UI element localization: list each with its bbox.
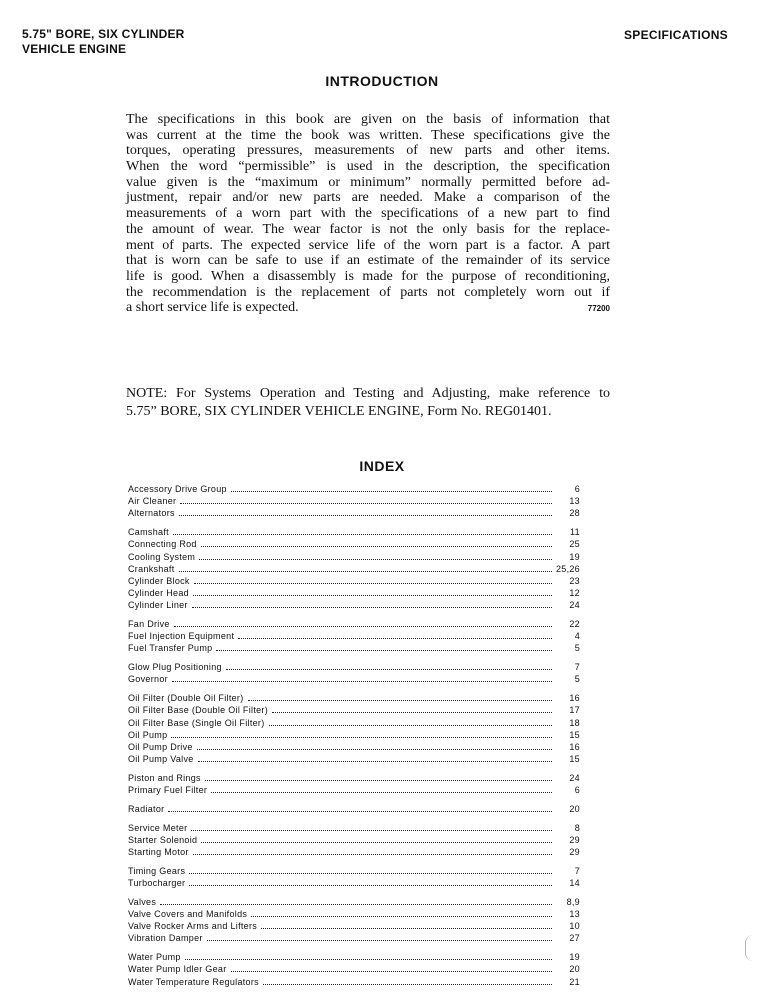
index-leader-dots (248, 700, 552, 701)
index-group (128, 822, 580, 859)
header-section-title: SPECIFICATIONS (624, 28, 728, 42)
index-group (128, 951, 580, 988)
introduction-line: was current at the time the book was written. These specifications give the (126, 127, 610, 143)
index-entry-page: 15 (569, 729, 580, 740)
index-leader-dots (226, 669, 552, 670)
index-group (128, 772, 580, 796)
note-paragraph (126, 385, 610, 421)
index-leader-dots (189, 885, 552, 886)
index-leader-dots (192, 607, 552, 608)
index-leader-dots (272, 712, 552, 713)
index-list (128, 483, 580, 994)
index-entry-page: 6 (574, 785, 580, 796)
index-leader-dots (211, 792, 552, 793)
index-leader-dots (263, 984, 552, 985)
index-group (128, 618, 580, 655)
index-entry-page: 10 (569, 921, 580, 932)
introduction-body (126, 112, 610, 316)
index-group (128, 661, 580, 685)
index-entry (128, 673, 580, 685)
document-code: 77200 (587, 303, 610, 313)
index-entry (128, 599, 580, 611)
index-entry-label: Turbocharger (128, 878, 186, 888)
index-leader-dots (199, 559, 552, 560)
index-entry-page: 8,9 (566, 896, 580, 907)
index-entry (128, 963, 580, 975)
index-entry-label: Oil Filter Base (Double Oil Filter) (128, 705, 269, 716)
index-entry-label: Cylinder Head (128, 588, 189, 599)
index-entry-label: Alternators (128, 508, 175, 519)
index-entry (128, 908, 580, 920)
index-entry-page: 25,26 (555, 563, 580, 574)
index-entry (128, 741, 580, 753)
index-entry (128, 618, 580, 630)
index-leader-dots (179, 571, 552, 572)
introduction-title: INTRODUCTION (325, 73, 439, 89)
introduction-line: life is good. When a disassembly is made for the purpose of reconditioning, (126, 268, 610, 284)
index-leader-dots (207, 940, 552, 941)
index-entry-label: Fan Drive (128, 619, 170, 630)
index-entry-page: 25 (569, 539, 580, 550)
index-leader-dots (193, 595, 552, 596)
index-entry-page: 22 (569, 619, 580, 630)
index-entry (128, 951, 580, 963)
index-entry (128, 803, 580, 815)
index-entry-label: Connecting Rod (128, 539, 197, 550)
index-entry (128, 692, 580, 704)
index-entry-label: Vibration Damper (128, 933, 203, 944)
note-line: NOTE: For Systems Operation and Testing and Adjusting, make reference to (126, 386, 610, 401)
index-entry-page: 7 (574, 662, 580, 673)
index-group (128, 526, 580, 611)
index-leader-dots (201, 546, 552, 547)
introduction-line: a short service life is expected. (126, 300, 299, 316)
index-entry (128, 526, 580, 538)
index-entry (128, 507, 580, 519)
index-entry (128, 920, 580, 932)
introduction-line: justment, repair and/or new parts are needed. Make a comparison of the (126, 190, 610, 206)
index-title: INDEX (359, 458, 405, 474)
index-leader-dots (198, 761, 552, 762)
header-engine-line1: 5.75" BORE, SIX CYLINDER (22, 27, 185, 41)
index-entry-page: 20 (569, 803, 580, 814)
index-entry-label: Water Pump Idler Gear (128, 964, 227, 975)
index-entry-page: 28 (569, 508, 580, 519)
index-entry-page: 29 (569, 847, 580, 858)
index-entry (128, 630, 580, 642)
index-entry (128, 772, 580, 784)
index-entry (128, 976, 580, 988)
index-entry (128, 822, 580, 834)
index-entry (128, 877, 580, 889)
index-entry (128, 846, 580, 858)
index-entry (128, 538, 580, 550)
index-entry-page: 24 (569, 600, 580, 611)
index-entry-page: 13 (569, 908, 580, 919)
index-entry-page: 29 (569, 834, 580, 845)
index-leader-dots (205, 780, 552, 781)
index-group (128, 483, 580, 520)
introduction-line: When the word “permissible” is used in the description, the specification (126, 159, 610, 175)
index-entry-label: Oil Filter (Double Oil Filter) (128, 693, 244, 704)
index-entry (128, 495, 580, 507)
index-leader-dots (180, 503, 552, 504)
index-entry-page: 20 (569, 964, 580, 975)
index-leader-dots (191, 830, 552, 831)
index-leader-dots (172, 681, 552, 682)
index-group (128, 692, 580, 765)
index-entry-label: Valves (128, 896, 157, 907)
index-leader-dots (185, 959, 552, 960)
index-leader-dots (269, 725, 552, 726)
index-entry-page: 13 (569, 496, 580, 507)
index-entry-label: Accessory Drive Group (128, 484, 227, 494)
index-entry-label: Oil Pump (128, 729, 168, 740)
index-entry-page: 4 (574, 631, 580, 642)
index-entry-label: Fuel Transfer Pump (128, 643, 213, 654)
index-entry (128, 784, 580, 796)
index-entry (128, 896, 580, 908)
index-entry-label: Primary Fuel Filter (128, 785, 208, 796)
index-entry-label: Valve Covers and Manifolds (128, 908, 248, 919)
index-leader-dots (173, 534, 552, 535)
index-leader-dots (216, 650, 552, 651)
introduction-line: the recommendation is the replacement of parts not completely worn out if (126, 284, 610, 300)
index-entry-page: 6 (574, 484, 580, 494)
index-leader-dots (171, 737, 552, 738)
index-entry-page: 5 (574, 643, 580, 654)
index-leader-dots (197, 749, 552, 750)
index-entry (128, 729, 580, 741)
index-entry-page: 19 (569, 551, 580, 562)
index-entry-page: 21 (569, 976, 580, 987)
index-entry (128, 704, 580, 716)
index-leader-dots (160, 904, 552, 905)
index-leader-dots (231, 491, 552, 492)
index-entry (128, 587, 580, 599)
index-leader-dots (238, 638, 552, 639)
index-entry (128, 661, 580, 673)
index-entry-page: 12 (569, 588, 580, 599)
introduction-line: torques, operating pressures, measurements of new parts and other items. (126, 143, 610, 159)
index-leader-dots (168, 811, 552, 812)
index-entry-label: Water Pump (128, 952, 181, 963)
index-entry-page: 14 (569, 878, 580, 888)
index-entry-page: 5 (574, 674, 580, 685)
index-entry (128, 563, 580, 575)
index-entry-label: Camshaft (128, 527, 169, 538)
index-entry (128, 575, 580, 587)
index-leader-dots (179, 515, 552, 516)
index-entry (128, 753, 580, 765)
index-entry-page: 15 (569, 754, 580, 765)
index-entry-label: Starting Motor (128, 847, 189, 858)
index-entry-label: Cooling System (128, 551, 196, 562)
index-entry (128, 865, 580, 877)
index-entry-page: 24 (569, 772, 580, 783)
index-leader-dots (193, 854, 552, 855)
introduction-line: measurements of a worn part with the specifications of a new part to find (126, 206, 610, 222)
index-group (128, 803, 580, 815)
index-entry-label: Piston and Rings (128, 772, 201, 783)
index-entry-page: 27 (569, 933, 580, 944)
index-entry-label: Cylinder Block (128, 575, 190, 586)
introduction-line: ment of parts. The expected service life of the worn part is a factor. A part (126, 237, 610, 253)
index-entry-label: Oil Pump Drive (128, 741, 193, 752)
index-entry (128, 834, 580, 846)
header-engine-title (22, 27, 185, 57)
index-entry-label: Timing Gears (128, 865, 186, 876)
index-entry-page: 11 (570, 527, 580, 538)
index-entry-label: Radiator (128, 803, 165, 814)
index-entry (128, 717, 580, 729)
index-leader-dots (231, 971, 553, 972)
index-leader-dots (194, 583, 552, 584)
index-entry (128, 642, 580, 654)
index-entry (128, 551, 580, 563)
index-entry-label: Valve Rocker Arms and Lifters (128, 921, 258, 932)
index-entry-label: Fuel Injection Equipment (128, 631, 235, 642)
index-entry-page: 16 (569, 741, 580, 752)
index-entry-label: Oil Filter Base (Single Oil Filter) (128, 717, 265, 728)
index-entry-page: 7 (574, 865, 580, 876)
index-leader-dots (189, 873, 552, 874)
index-entry (128, 932, 580, 944)
introduction-line: that is worn can be safe to use if an estimate of the remainder of its service (126, 253, 610, 269)
page-edge-mark (745, 935, 754, 961)
index-group (128, 865, 580, 889)
index-entry-label: Oil Pump Valve (128, 754, 194, 765)
index-entry-page: 17 (569, 705, 580, 716)
index-leader-dots (174, 626, 552, 627)
index-entry-label: Service Meter (128, 822, 188, 833)
index-leader-dots (201, 842, 552, 843)
index-entry-page: 18 (569, 717, 580, 728)
index-entry-page: 16 (569, 693, 580, 704)
index-entry-label: Cylinder Liner (128, 600, 188, 611)
index-entry-page: 8 (574, 822, 580, 833)
index-entry-label: Glow Plug Positioning (128, 662, 222, 673)
index-entry-page: 23 (569, 575, 580, 586)
index-entry-label: Water Temperature Regulators (128, 976, 259, 987)
index-entry-label: Crankshaft (128, 563, 175, 574)
index-group (128, 896, 580, 945)
introduction-line: The specifications in this book are given on the basis of information that (126, 112, 610, 127)
introduction-line: value given is the “maximum or minimum” normally permitted before ad- (126, 174, 610, 190)
index-entry-label: Governor (128, 674, 168, 685)
index-entry-label: Starter Solenoid (128, 834, 198, 845)
note-line: 5.75” BORE, SIX CYLINDER VEHICLE ENGINE, Form No. REG01401. (126, 404, 552, 419)
introduction-line: the amount of wear. The wear factor is not the only basis for the replace- (126, 221, 610, 237)
index-leader-dots (261, 928, 552, 929)
index-entry-page: 19 (569, 952, 580, 963)
index-entry-label: Air Cleaner (128, 496, 177, 507)
index-leader-dots (251, 916, 552, 917)
index-entry (128, 483, 580, 495)
header-engine-line2: VEHICLE ENGINE (22, 42, 127, 56)
